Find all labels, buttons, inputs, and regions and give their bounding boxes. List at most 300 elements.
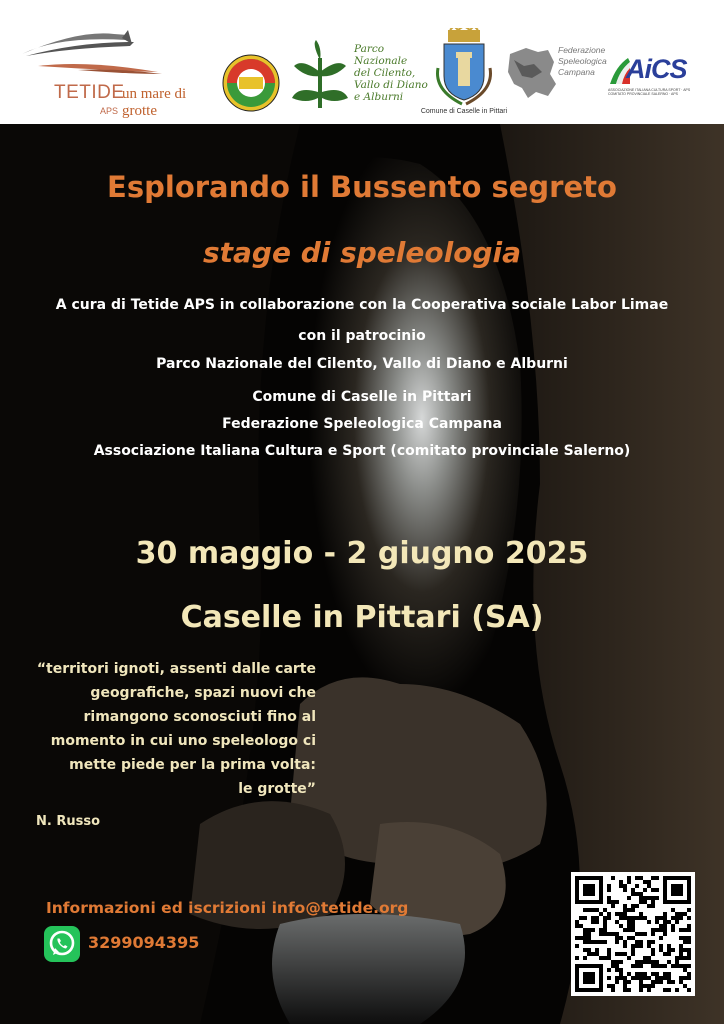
qr-module xyxy=(671,948,675,952)
qr-module xyxy=(643,972,647,976)
qr-module xyxy=(615,912,619,916)
qr-module xyxy=(611,900,615,904)
qr-module xyxy=(635,892,639,896)
qr-module xyxy=(599,892,603,896)
contact-info[interactable]: Informazioni ed iscrizioni info@tetide.org xyxy=(46,899,409,917)
qr-code-pattern xyxy=(575,876,691,992)
qr-module xyxy=(667,920,671,924)
qr-module xyxy=(603,932,607,936)
labor-limae-badge-icon xyxy=(221,53,281,113)
qr-module xyxy=(603,940,607,944)
qr-module xyxy=(667,876,671,880)
qr-module xyxy=(667,976,671,980)
qr-module xyxy=(671,928,675,932)
qr-module xyxy=(631,892,635,896)
qr-module xyxy=(687,908,691,912)
qr-module xyxy=(667,988,671,992)
qr-module xyxy=(647,976,651,980)
qr-module xyxy=(627,972,631,976)
qr-module xyxy=(663,932,667,936)
qr-module xyxy=(635,876,639,880)
qr-module xyxy=(599,932,603,936)
qr-module xyxy=(675,920,679,924)
qr-module xyxy=(607,888,611,892)
qr-module xyxy=(639,892,643,896)
qr-module xyxy=(655,964,659,968)
qr-module xyxy=(651,904,655,908)
qr-module xyxy=(687,880,691,884)
quote-line: geografiche, spazi nuovi che xyxy=(90,685,316,701)
qr-module xyxy=(615,920,619,924)
qr-module xyxy=(679,952,683,956)
qr-module xyxy=(679,976,683,980)
qr-module xyxy=(603,956,607,960)
qr-module xyxy=(643,916,647,920)
qr-module xyxy=(591,972,595,976)
aics-wordmark: AiCS xyxy=(626,54,687,84)
qr-module xyxy=(647,920,651,924)
qr-module xyxy=(607,932,611,936)
qr-module xyxy=(627,920,631,924)
qr-module xyxy=(635,976,639,980)
qr-module xyxy=(599,964,603,968)
qr-module xyxy=(639,944,643,948)
qr-module xyxy=(615,900,619,904)
aics-logo xyxy=(608,54,698,100)
qr-module xyxy=(611,988,615,992)
qr-module xyxy=(583,888,587,892)
qr-module xyxy=(659,924,663,928)
qr-module xyxy=(631,948,635,952)
qr-module xyxy=(587,892,591,896)
qr-module xyxy=(687,924,691,928)
qr-module xyxy=(575,936,579,940)
qr-module xyxy=(603,916,607,920)
qr-module xyxy=(679,936,683,940)
qr-module xyxy=(647,960,651,964)
qr-module xyxy=(679,888,683,892)
qr-module xyxy=(607,884,611,888)
qr-module xyxy=(639,896,643,900)
qr-module xyxy=(575,900,579,904)
qr-module xyxy=(667,948,671,952)
qr-module xyxy=(607,968,611,972)
qr-module xyxy=(595,916,599,920)
qr-module xyxy=(595,900,599,904)
qr-module xyxy=(587,988,591,992)
qr-module xyxy=(627,896,631,900)
qr-module xyxy=(675,912,679,916)
qr-module xyxy=(655,980,659,984)
qr-module xyxy=(607,952,611,956)
labor-limae-logo xyxy=(221,53,281,113)
qr-module xyxy=(659,976,663,980)
qr-module xyxy=(667,944,671,948)
qr-module xyxy=(619,924,623,928)
qr-module xyxy=(631,964,635,968)
qr-module xyxy=(687,900,691,904)
qr-module xyxy=(675,960,679,964)
credit-line: Federazione Speleologica Campana xyxy=(222,416,502,432)
qr-module xyxy=(619,976,623,980)
qr-module xyxy=(667,900,671,904)
qr-module xyxy=(631,924,635,928)
qr-module xyxy=(679,948,683,952)
qr-module xyxy=(595,988,599,992)
qr-module xyxy=(627,924,631,928)
qr-module xyxy=(579,936,583,940)
qr-module xyxy=(603,924,607,928)
qr-module xyxy=(623,912,627,916)
qr-module xyxy=(619,916,623,920)
qr-module xyxy=(583,916,587,920)
qr-module xyxy=(687,876,691,880)
qr-module xyxy=(627,908,631,912)
qr-module xyxy=(643,896,647,900)
qr-module xyxy=(671,876,675,880)
qr-module xyxy=(587,980,591,984)
qr-module xyxy=(627,928,631,932)
qr-module xyxy=(583,900,587,904)
qr-module xyxy=(579,900,583,904)
qr-module xyxy=(599,984,603,988)
qr-module xyxy=(651,952,655,956)
fsc-line: Speleologica xyxy=(558,56,607,66)
qr-module xyxy=(611,904,615,908)
qr-module xyxy=(659,936,663,940)
qr-module xyxy=(643,900,647,904)
comune-caption: Comune di Caselle in Pittari xyxy=(420,108,508,115)
qr-module xyxy=(583,972,587,976)
qr-module xyxy=(651,896,655,900)
qr-module xyxy=(687,928,691,932)
qr-module xyxy=(663,928,667,932)
qr-module xyxy=(583,932,587,936)
quote-line: momento in cui uno speleologo ci xyxy=(50,733,316,749)
qr-module xyxy=(655,960,659,964)
qr-module xyxy=(599,940,603,944)
qr-module xyxy=(651,984,655,988)
qr-module xyxy=(623,988,627,992)
qr-module xyxy=(623,884,627,888)
qr-module xyxy=(591,976,595,980)
qr-module xyxy=(575,924,579,928)
qr-module xyxy=(623,916,627,920)
qr-module xyxy=(623,928,627,932)
qr-module xyxy=(659,980,663,984)
qr-module xyxy=(575,964,579,968)
qr-module xyxy=(683,928,687,932)
qr-module xyxy=(615,932,619,936)
qr-module xyxy=(583,976,587,980)
qr-module xyxy=(615,960,619,964)
qr-module xyxy=(575,896,579,900)
qr-module xyxy=(659,948,663,952)
event-date: 30 maggio - 2 giugno 2025 xyxy=(135,536,589,571)
qr-module xyxy=(587,876,591,880)
qr-module xyxy=(639,940,643,944)
qr-module xyxy=(667,952,671,956)
qr-module xyxy=(627,936,631,940)
quote-line: “territori ignoti, assenti dalle carte xyxy=(36,661,316,677)
qr-module xyxy=(595,948,599,952)
qr-module xyxy=(663,920,667,924)
qr-module xyxy=(587,976,591,980)
comune-shield-icon xyxy=(412,28,516,108)
qr-module xyxy=(659,916,663,920)
qr-module xyxy=(687,888,691,892)
qr-module xyxy=(679,876,683,880)
qr-module xyxy=(667,980,671,984)
qr-module xyxy=(639,912,643,916)
qr-module xyxy=(575,972,579,976)
qr-module xyxy=(575,920,579,924)
qr-module xyxy=(591,988,595,992)
qr-module xyxy=(655,916,659,920)
qr-module xyxy=(599,876,603,880)
qr-module xyxy=(599,988,603,992)
qr-module xyxy=(639,984,643,988)
qr-module xyxy=(679,964,683,968)
qr-code[interactable] xyxy=(571,872,695,996)
qr-module xyxy=(651,932,655,936)
qr-module xyxy=(627,980,631,984)
comune-crest-logo xyxy=(412,28,516,122)
tetide-logo xyxy=(18,26,218,121)
credit-line: Comune di Caselle in Pittari xyxy=(252,389,472,405)
quote-author: N. Russo xyxy=(36,814,101,829)
qr-module xyxy=(607,916,611,920)
qr-module xyxy=(687,948,691,952)
qr-module xyxy=(659,944,663,948)
qr-module xyxy=(671,924,675,928)
qr-module xyxy=(635,940,639,944)
qr-module xyxy=(599,976,603,980)
qr-module xyxy=(651,940,655,944)
qr-module xyxy=(627,880,631,884)
qr-module xyxy=(687,972,691,976)
qr-module xyxy=(603,920,607,924)
qr-module xyxy=(591,916,595,920)
qr-module xyxy=(635,964,639,968)
qr-module xyxy=(575,968,579,972)
qr-module xyxy=(679,916,683,920)
qr-module xyxy=(587,900,591,904)
qr-module xyxy=(575,880,579,884)
qr-module xyxy=(587,928,591,932)
aics-subtitle: ASSOCIAZIONE ITALIANA CULTURA SPORT · APS COMITATO PROVINCIALE SALERNO · APS xyxy=(608,88,691,96)
fsc-line: Campana xyxy=(558,67,595,77)
parco-line: Parco Nazionale xyxy=(354,43,408,67)
quote-line: mette piede per la prima volta: xyxy=(69,757,316,773)
qr-module xyxy=(607,900,611,904)
whatsapp-icon[interactable] xyxy=(44,926,80,962)
qr-module xyxy=(631,888,635,892)
qr-module xyxy=(575,956,579,960)
qr-module xyxy=(687,952,691,956)
qr-module xyxy=(643,960,647,964)
qr-module xyxy=(655,876,659,880)
qr-module xyxy=(655,920,659,924)
qr-module xyxy=(591,928,595,932)
qr-module xyxy=(615,964,619,968)
qr-module xyxy=(607,912,611,916)
qr-module xyxy=(679,884,683,888)
qr-module xyxy=(599,900,603,904)
qr-module xyxy=(587,972,591,976)
quote-block xyxy=(30,657,316,801)
qr-module xyxy=(583,936,587,940)
qr-module xyxy=(583,892,587,896)
qr-module xyxy=(651,980,655,984)
qr-module xyxy=(627,916,631,920)
qr-module xyxy=(663,884,667,888)
qr-module xyxy=(623,952,627,956)
qr-module xyxy=(687,956,691,960)
credit-line: Associazione Italiana Cultura e Sport (comitato provinciale Salerno) xyxy=(93,443,631,459)
qr-module xyxy=(591,920,595,924)
qr-module xyxy=(595,876,599,880)
qr-module xyxy=(679,892,683,896)
qr-module xyxy=(611,984,615,988)
qr-module xyxy=(611,960,615,964)
qr-module xyxy=(583,988,587,992)
qr-module xyxy=(643,984,647,988)
qr-module xyxy=(583,876,587,880)
qr-module xyxy=(679,944,683,948)
qr-module xyxy=(687,964,691,968)
qr-module xyxy=(679,912,683,916)
qr-module xyxy=(591,908,595,912)
qr-module xyxy=(651,960,655,964)
qr-module xyxy=(683,912,687,916)
qr-module xyxy=(599,884,603,888)
event-place: Caselle in Pittari (SA) xyxy=(180,600,544,635)
qr-module xyxy=(663,896,667,900)
qr-module xyxy=(651,964,655,968)
qr-module xyxy=(619,960,623,964)
qr-module xyxy=(655,896,659,900)
qr-module xyxy=(619,912,623,916)
qr-module xyxy=(615,952,619,956)
qr-module xyxy=(615,936,619,940)
qr-module xyxy=(643,956,647,960)
qr-module xyxy=(579,964,583,968)
qr-module xyxy=(631,920,635,924)
parco-line: Vallo di Diano xyxy=(354,79,428,91)
qr-module xyxy=(615,976,619,980)
qr-module xyxy=(619,952,623,956)
qr-module xyxy=(631,916,635,920)
qr-module xyxy=(591,940,595,944)
qr-module xyxy=(687,892,691,896)
qr-module xyxy=(587,952,591,956)
qr-module xyxy=(579,988,583,992)
qr-module xyxy=(587,908,591,912)
qr-module xyxy=(599,968,603,972)
qr-module xyxy=(639,916,643,920)
qr-module xyxy=(663,900,667,904)
qr-module xyxy=(575,988,579,992)
campania-map-icon xyxy=(504,44,560,100)
qr-module xyxy=(687,940,691,944)
qr-module xyxy=(675,900,679,904)
qr-module xyxy=(611,876,615,880)
qr-module xyxy=(587,936,591,940)
qr-module xyxy=(675,916,679,920)
qr-module xyxy=(591,884,595,888)
qr-module xyxy=(631,944,635,948)
qr-module xyxy=(651,972,655,976)
qr-module xyxy=(651,876,655,880)
qr-module xyxy=(575,984,579,988)
qr-module xyxy=(599,980,603,984)
qr-module xyxy=(583,884,587,888)
qr-module xyxy=(647,904,651,908)
qr-module xyxy=(683,948,687,952)
qr-module xyxy=(643,976,647,980)
qr-module xyxy=(575,944,579,948)
qr-module xyxy=(647,988,651,992)
qr-module xyxy=(603,928,607,932)
qr-module xyxy=(639,964,643,968)
phone-number[interactable]: 3299094395 xyxy=(88,933,200,952)
qr-module xyxy=(579,916,583,920)
qr-module xyxy=(619,884,623,888)
qr-module xyxy=(615,968,619,972)
quote-line: rimangono sconosciuti fino al xyxy=(83,709,316,725)
qr-module xyxy=(639,980,643,984)
quote-line: le grotte” xyxy=(238,781,316,797)
qr-module xyxy=(675,884,679,888)
qr-module xyxy=(663,988,667,992)
qr-module xyxy=(615,980,619,984)
qr-module xyxy=(679,956,683,960)
qr-module xyxy=(675,956,679,960)
qr-module xyxy=(671,884,675,888)
qr-module xyxy=(623,908,627,912)
qr-module xyxy=(575,976,579,980)
qr-module xyxy=(599,912,603,916)
qr-module xyxy=(635,932,639,936)
qr-module xyxy=(623,980,627,984)
qr-module xyxy=(587,888,591,892)
qr-module xyxy=(583,908,587,912)
qr-module xyxy=(607,984,611,988)
qr-module xyxy=(607,896,611,900)
qr-module xyxy=(583,964,587,968)
qr-module xyxy=(671,916,675,920)
qr-module xyxy=(635,960,639,964)
qr-module xyxy=(635,904,639,908)
qr-module xyxy=(687,884,691,888)
qr-module xyxy=(647,896,651,900)
qr-module xyxy=(595,920,599,924)
qr-module xyxy=(591,952,595,956)
qr-module xyxy=(579,924,583,928)
qr-module xyxy=(675,888,679,892)
qr-module xyxy=(655,928,659,932)
qr-module xyxy=(659,928,663,932)
qr-module xyxy=(599,928,603,932)
qr-module xyxy=(663,952,667,956)
qr-module xyxy=(595,940,599,944)
qr-module xyxy=(575,888,579,892)
qr-module xyxy=(671,892,675,896)
qr-module xyxy=(647,956,651,960)
qr-module xyxy=(663,916,667,920)
qr-module xyxy=(655,888,659,892)
